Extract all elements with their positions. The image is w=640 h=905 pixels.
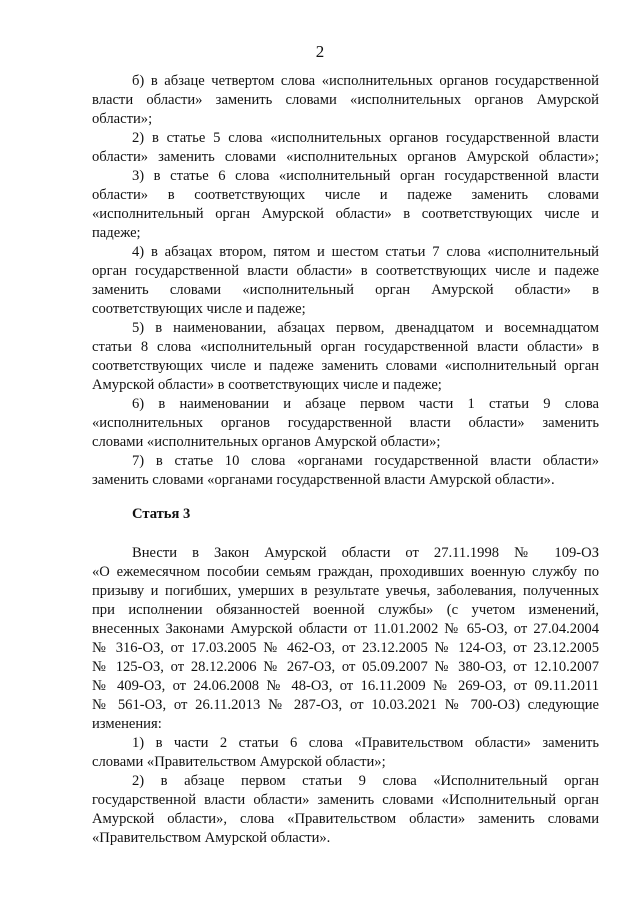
text-line: 4) в абзацах втором, пятом и шестом статьи 7 слова «исполнительный bbox=[132, 244, 599, 260]
text-line: № 561-ОЗ, от 26.11.2013 № 287-ОЗ, от 10.03.2021 № 700-ОЗ) следующие bbox=[92, 697, 599, 713]
text-line: Амурской области» в соответствующих числе и падеже; bbox=[92, 377, 442, 393]
text-line: Внести в Закон Амурской области от 27.11.1998 № 109-ОЗ bbox=[132, 545, 599, 561]
text-line: 7) в статье 10 слова «органами государственной власти области» bbox=[132, 453, 599, 469]
text-line: № 316-ОЗ, от 17.03.2005 № 462-ОЗ, от 23.12.2005 № 124-ОЗ, от 23.12.2005 bbox=[92, 640, 599, 656]
text-line: «Правительством Амурской области». bbox=[92, 830, 331, 846]
text-line: Амурской области», слова «Правительством области» заменить словами bbox=[92, 811, 599, 827]
text-line: «исполнительных органов государственной власти области» заменить bbox=[92, 415, 599, 431]
text-line: соответствующих числе и падеже; bbox=[92, 301, 306, 317]
text-line: словами «Правительством Амурской области»; bbox=[92, 754, 386, 770]
text-line: 5) в наименовании, абзацах первом, двенадцатом и восемнадцатом bbox=[132, 320, 599, 336]
text-line: № 409-ОЗ, от 24.06.2008 № 48-ОЗ, от 16.11.2009 № 269-ОЗ, от 09.11.2011 bbox=[92, 678, 599, 694]
text-line: изменения: bbox=[92, 716, 162, 732]
text-line: словами «исполнительных органов Амурской области»; bbox=[92, 434, 441, 450]
text-line: внесенных Законами Амурской области от 11.01.2002 № 65-ОЗ, от 27.04.2004 bbox=[92, 621, 599, 637]
text-line: 1) в части 2 статьи 6 слова «Правительством области» заменить bbox=[132, 735, 599, 751]
text-line: 6) в наименовании и абзаце первом части 1 статьи 9 слова bbox=[132, 396, 599, 412]
text-line: заменить словами «исполнительный орган Амурской области» в bbox=[92, 282, 599, 298]
text-line: «исполнительный орган Амурской области» в соответствующих числе и bbox=[92, 206, 599, 222]
text-line: соответствующих числе и падеже заменить словами «исполнительный орган bbox=[92, 358, 599, 374]
text-line: при исполнении обязанностей военной службы» (с учетом изменений, bbox=[92, 602, 599, 618]
text-line: 3) в статье 6 слова «исполнительный орган государственной власти bbox=[132, 168, 599, 184]
text-line: области»; bbox=[92, 111, 153, 127]
text-line: орган государственной власти области» в соответствующих числе и падеже bbox=[92, 263, 599, 279]
text-line: области» в соответствующих числе и падеже заменить словами bbox=[92, 187, 599, 203]
text-line: государственной власти области» заменить словами «Исполнительный орган bbox=[92, 792, 599, 808]
text-line: 2) в абзаце первом статьи 9 слова «Исполнительный орган bbox=[132, 773, 599, 789]
text-line: б) в абзаце четвертом слова «исполнительных органов государственной bbox=[132, 73, 599, 89]
text-line: «О ежемесячном пособии семьям граждан, проходивших военную службу по bbox=[92, 564, 599, 580]
article-heading: Статья 3 bbox=[132, 506, 191, 522]
page-number: 2 bbox=[315, 42, 325, 61]
text-line: заменить словами «органами государственной власти Амурской области». bbox=[92, 472, 555, 488]
text-line: 2) в статье 5 слова «исполнительных органов государственной власти bbox=[132, 130, 599, 146]
text-line: призыву и погибших, умерших в результате увечья, заболевания, полученных bbox=[92, 583, 599, 599]
text-line: власти области» заменить словами «исполнительных органов Амурской bbox=[92, 92, 599, 108]
text-line: № 125-ОЗ, от 28.12.2006 № 267-ОЗ, от 05.09.2007 № 380-ОЗ, от 12.10.2007 bbox=[92, 659, 599, 675]
text-line: области» заменить словами «исполнительных органов Амурской области»; bbox=[92, 149, 599, 165]
text-line: падеже; bbox=[92, 225, 141, 241]
text-line: статьи 8 слова «исполнительный орган государственной власти области» в bbox=[92, 339, 599, 355]
